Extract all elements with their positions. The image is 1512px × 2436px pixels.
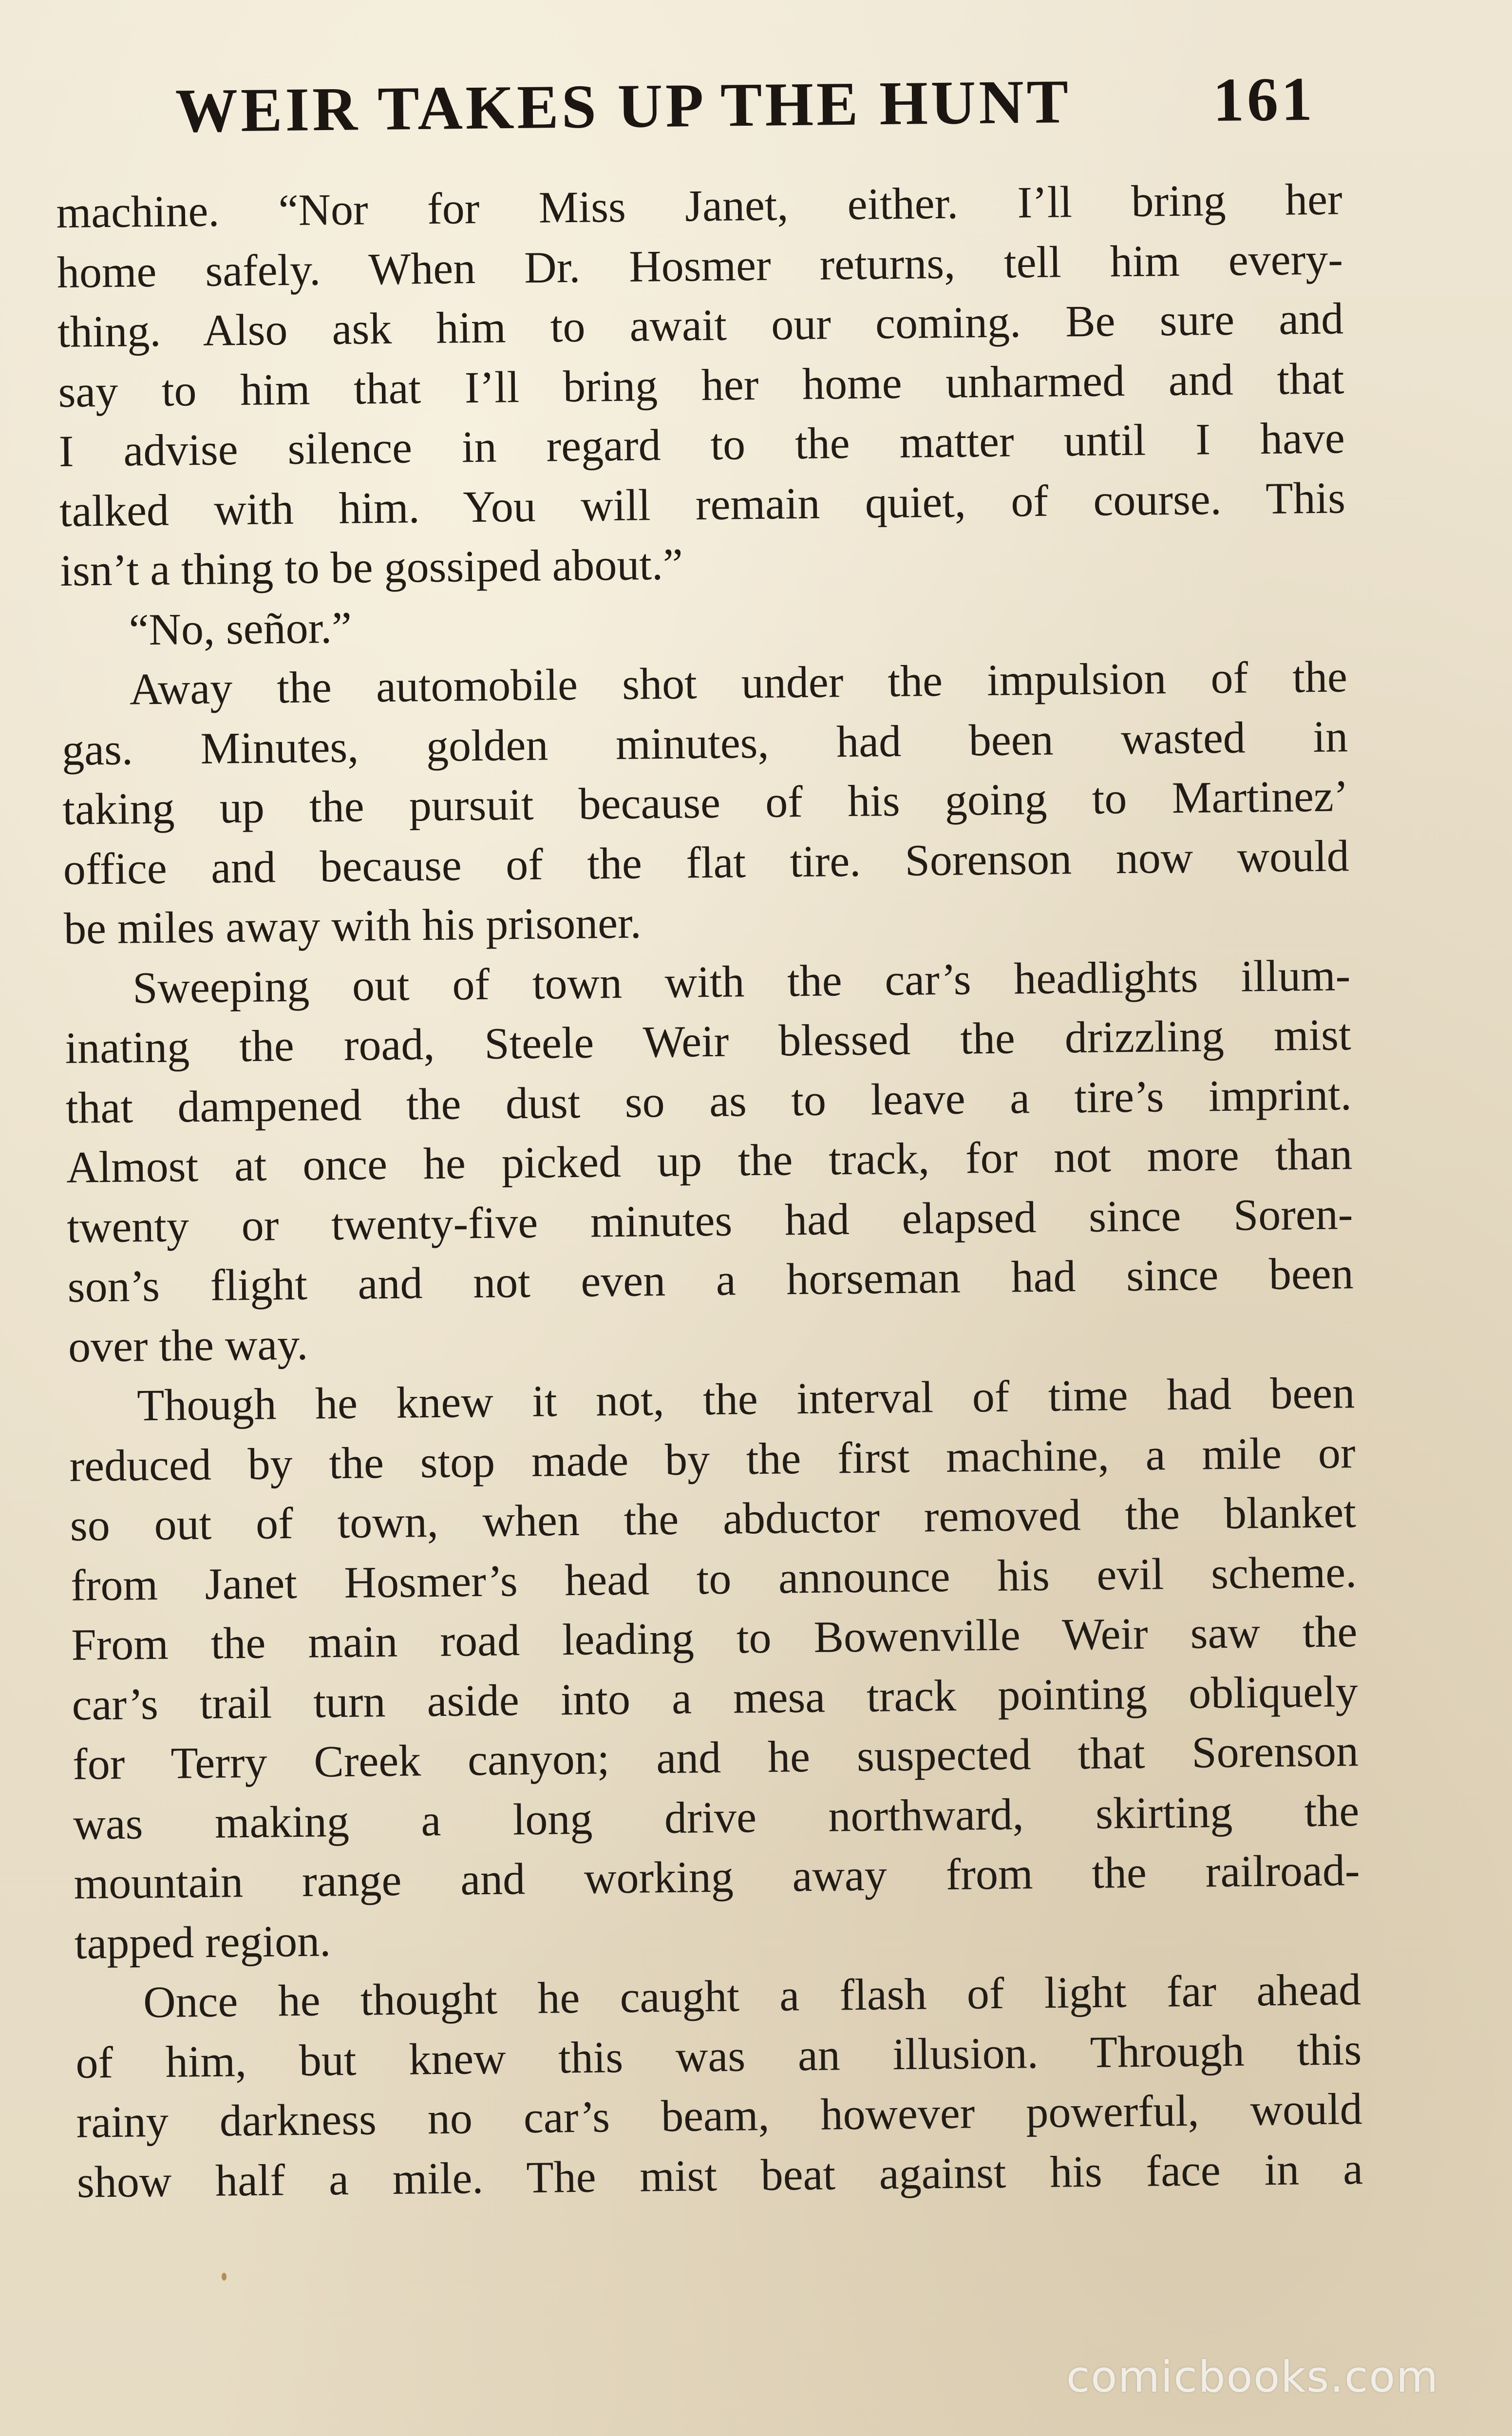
text-line: office and because of the flat tire. Sorenson now would bbox=[63, 830, 1350, 894]
text-line: say to him that I’ll bring her home unharmed and that bbox=[57, 353, 1344, 417]
text-line: over the way. bbox=[68, 1319, 308, 1371]
text-line: of him, but knew this was an illusion. Through this bbox=[75, 2024, 1362, 2088]
text-line: machine. “Nor for Miss Janet, either. I’ll bring her bbox=[56, 174, 1343, 237]
text-line: thing. Also ask him to await our coming. Be sure and bbox=[57, 293, 1344, 357]
paragraph-start-line: Once he thought he caught a flash of light far ahead bbox=[143, 1964, 1361, 2027]
page-number: 161 bbox=[1212, 64, 1316, 134]
text-line: gas. Minutes, golden minutes, had been wasted in bbox=[61, 711, 1348, 775]
text-line: reduced by the stop made by the first machine, a mile or bbox=[69, 1427, 1356, 1491]
text-line: twenty or twenty-five minutes had elapsed since Soren- bbox=[66, 1188, 1353, 1252]
text-line: was making a long drive northward, skirting the bbox=[73, 1785, 1360, 1849]
text-line: rainy darkness no car’s beam, however powerful, would bbox=[76, 2084, 1363, 2147]
text-line: so out of town, when the abductor removed the blanket bbox=[70, 1487, 1357, 1550]
text-line: From the main road leading to Bowenville Weir saw the bbox=[71, 1606, 1358, 1670]
text-line: talked with him. You will remain quiet, of course. This bbox=[59, 472, 1346, 536]
page-header bbox=[175, 53, 1316, 157]
text-line: isn’t a thing to be gossiped about.” bbox=[59, 539, 683, 595]
paper-speck bbox=[222, 2273, 227, 2281]
text-line: home safely. When Dr. Hosmer returns, tell him every- bbox=[57, 233, 1343, 297]
text-line: car’s trail turn aside into a mesa track pointing obliquely bbox=[72, 1666, 1359, 1730]
watermark: comicbooks.com bbox=[1066, 2352, 1439, 2402]
body-text bbox=[56, 169, 1363, 2211]
text-line: Almost at once he picked up the track, for not more than bbox=[66, 1129, 1353, 1192]
paragraph-start-line: Away the automobile shot under the impulsion of the bbox=[129, 651, 1348, 714]
text-line: tapped region. bbox=[74, 1915, 331, 1968]
text-line: for Terry Creek canyon; and he suspected that Sorenson bbox=[72, 1726, 1359, 1789]
text-line: mountain range and working away from the railroad- bbox=[74, 1845, 1360, 1908]
text-line: from Janet Hosmer’s head to announce his evil scheme. bbox=[70, 1546, 1357, 1610]
text-line: be miles away with his prisoner. bbox=[63, 897, 642, 953]
paragraph-start-line: Sweeping out of town with the car’s headlights illum- bbox=[132, 950, 1351, 1012]
text-line: taking up the pursuit because of his going to Martinez’ bbox=[62, 771, 1349, 834]
paragraph-start-line: Though he knew it not, the interval of time had been bbox=[136, 1368, 1355, 1430]
running-title: WEIR TAKES UP THE HUNT bbox=[175, 66, 1072, 145]
text-line: I advise silence in regard to the matter until I have bbox=[58, 413, 1345, 476]
text-line: inating the road, Steele Weir blessed the drizzling mist bbox=[65, 1009, 1351, 1073]
text-line: show half a mile. The mist beat against his face in a bbox=[76, 2143, 1363, 2207]
text-line: son’s flight and not even a horseman had since been bbox=[67, 1248, 1354, 1312]
paragraph-start-line: “No, señor.” bbox=[129, 602, 352, 654]
text-line: that dampened the dust so as to leave a tire’s imprint. bbox=[65, 1069, 1352, 1133]
